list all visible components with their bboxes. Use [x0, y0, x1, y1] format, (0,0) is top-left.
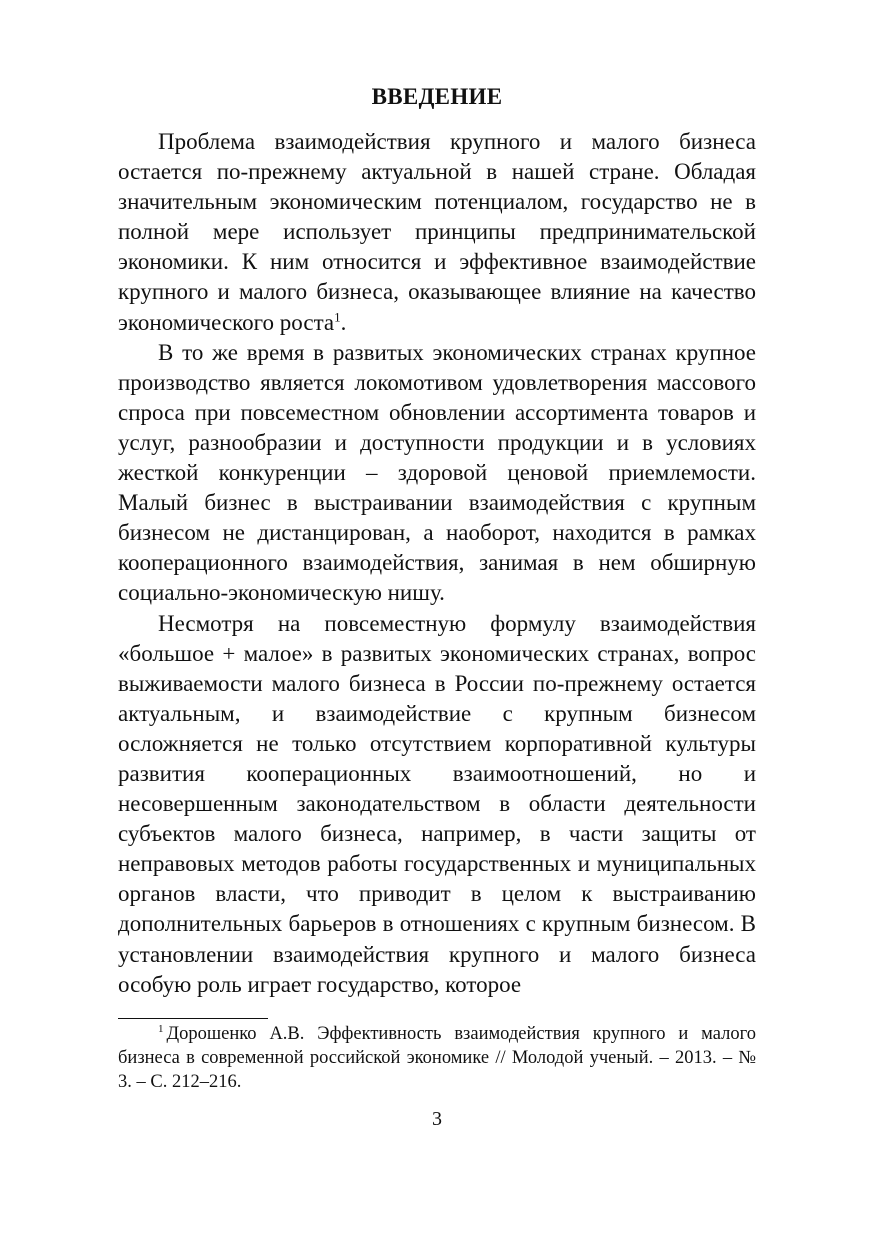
- page-number: 3: [432, 1108, 442, 1130]
- paragraph-1: [118, 127, 756, 338]
- footnote-reference[interactable]: 1: [334, 308, 341, 324]
- body-text: [118, 127, 756, 1000]
- paragraph-1-tail: .: [340, 309, 347, 335]
- paragraph-3: Несмотря на повсеместную формулу взаимодействия «большое + малое» в развитых экономических странах, вопрос выживаемости малого бизнеса в России по-прежнему остается актуальным, и взаимодействие с крупным бизнесом осложняется не только отсутствием корпоративной культуры развития кооперационных взаимоотношений, но и несовершенным законодательством в области деятельности субъектов малого бизнеса, например, в части защиты от неправовых методов работы государственных и муниципальных органов власти, что приводит в целом к выстраиванию дополнительных барьеров в отношениях с крупным бизнесом. В установлении взаимодействия крупного и малого бизнеса особую роль играет государство, которое: [118, 610, 756, 997]
- page-content: [118, 80, 756, 1000]
- chapter-heading: ВВЕДЕНИЕ: [371, 84, 503, 109]
- footnote-divider: [118, 1018, 268, 1019]
- paragraph-2: В то же время в развитых экономических странах крупное производство является локомотивом удовлетворения массового спроса при повсеместном обновлении ассортимента товаров и услуг, разнообразии и доступности продукции и в условиях жесткой конкуренции – здоровой ценовой приемлемости. Малый бизнес в выстраивании взаимодействия с крупным бизнесом не дистанцирован, а наоборот, находится в рамках кооперационного взаимодействия, занимая в нем обширную социально-экономическую нишу.: [118, 339, 756, 606]
- paragraph-1-text: Проблема взаимодействия крупного и малого бизнеса остается по-прежнему актуальной в нашей стране. Обладая значительным экономическим потенциалом, государство не в полной мере использует принципы предпринимательской экономики. К ним относится и эффективное взаимодействие крупного и малого бизнеса, оказывающее влияние на качество экономического роста: [118, 129, 756, 335]
- footnote-number: 1: [158, 1022, 164, 1035]
- footnote: [118, 1022, 756, 1094]
- footnote-text: Дорошенко А.В. Эффективность взаимодействия крупного и малого бизнеса в современной российской экономике // Молодой ученый. – 2013. – № 3. – С. 212–216.: [118, 1024, 756, 1092]
